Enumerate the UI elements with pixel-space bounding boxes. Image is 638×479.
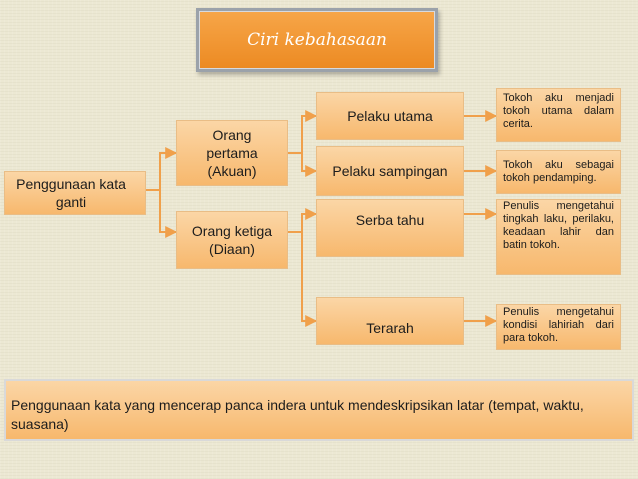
connector-to-terarah — [302, 232, 316, 321]
node-serba-tahu — [316, 199, 464, 257]
node-pelaku-sampingan — [316, 146, 464, 196]
connector-to-pelaku-sampingan — [302, 153, 316, 171]
note-pelaku-utama — [496, 88, 621, 142]
note-terarah-text: Penulis mengetahui kondisi lahiriah dari para tokoh. — [503, 306, 614, 344]
bottom-note-panca-indera — [4, 379, 634, 441]
note-pelaku-sampingan-text: Tokoh aku sebagai tokoh pendamping. — [503, 159, 614, 184]
node-orang-pertama — [176, 120, 288, 186]
connector-root-to-orang-ketiga — [160, 190, 176, 232]
note-pelaku-sampingan — [496, 150, 621, 194]
node-pelaku-utama-label: Pelaku utama — [347, 108, 433, 124]
note-terarah — [496, 304, 621, 350]
node-pelaku-sampingan-label: Pelaku sampingan — [332, 163, 448, 179]
bottom-note-text: Penggunaan kata yang mencerap panca indera untuk mendeskripsikan latar (tempat, waktu, suasana) — [11, 397, 584, 432]
node-pelaku-utama — [316, 92, 464, 140]
node-serba-tahu-label: Serba tahu — [355, 212, 425, 228]
node-terarah — [316, 297, 464, 345]
diagram-title-text: Ciri kebahasaan — [247, 30, 387, 50]
node-orang-ketiga — [176, 211, 288, 269]
root-node-penggunaan-kata-ganti — [4, 171, 146, 215]
connector-to-serba-tahu — [288, 214, 316, 232]
node-terarah-label: Terarah — [366, 320, 414, 336]
connector-root-to-orang-pertama — [146, 153, 176, 190]
note-serba-tahu-text: Penulis mengetahui tingkah laku, perilaku, keadaan lahir dan batin tokoh. — [503, 200, 614, 251]
node-orang-ketiga-label: Orang ketiga (Diaan) — [191, 223, 273, 257]
note-serba-tahu — [496, 199, 621, 275]
node-orang-pertama-label: Orang pertama (Akuan) — [206, 127, 258, 179]
note-pelaku-utama-text: Tokoh aku menjadi tokoh utama dalam cerita. — [503, 92, 614, 130]
root-node-label: Penggunaan kata ganti — [16, 176, 126, 210]
diagram-title — [196, 8, 438, 72]
connector-to-pelaku-utama — [288, 116, 316, 153]
